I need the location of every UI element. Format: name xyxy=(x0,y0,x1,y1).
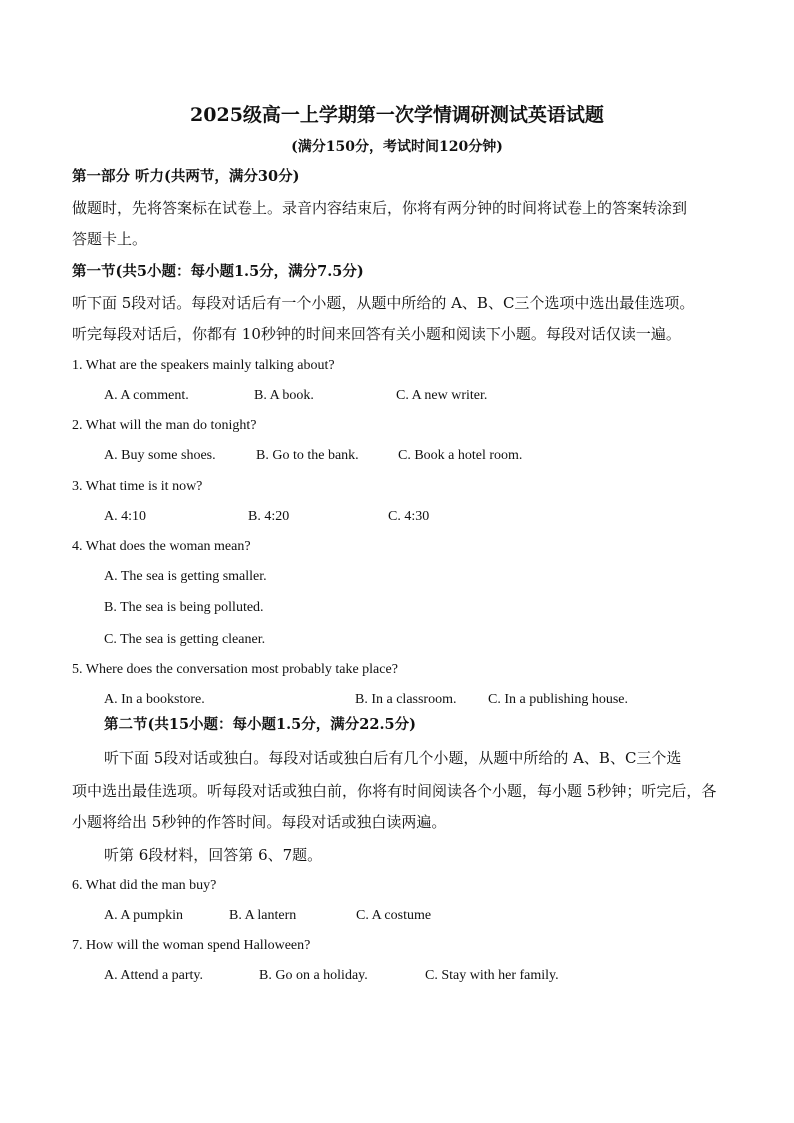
question-2-option-b: B. Go to the bank. xyxy=(256,448,359,463)
question-5-option-b: B. In a classroom. xyxy=(355,692,457,707)
question-5-option-c: C. In a publishing house. xyxy=(488,692,628,707)
question-5-option-a: A. In a bookstore. xyxy=(104,692,205,707)
question-3-option-a: A. 4:10 xyxy=(104,509,146,524)
question-7-option-b: B. Go on a holiday. xyxy=(259,968,368,983)
section1-heading: 第一节(共5小题：每小题1.5分，满分7.5分) xyxy=(72,263,364,280)
question-6-option-c: C. A costume xyxy=(356,908,432,923)
section1-instruction-line-2: 听完每段对话后，你都有 10秒钟的时间来回答有关小题和阅读下小题。每段对话仅读一遍。 xyxy=(72,325,681,343)
part1-intro-line-1: 做题时，先将答案标在试卷上。录音内容结束后，你将有两分钟的时间将试卷上的答案转涂到 xyxy=(72,199,688,217)
page-title: 2025级高一上学期第一次学情调研测试英语试题 xyxy=(190,104,604,126)
question-3-option-b: B. 4:20 xyxy=(248,509,290,524)
section1-instruction-line-1: 听下面 5段对话。每段对话后有一个小题，从题中所给的 A、B、C三个选项中选出最佳选项。 xyxy=(72,294,695,312)
question-4-option-c: C. The sea is getting cleaner. xyxy=(104,632,266,647)
question-1-option-c: C. A new writer. xyxy=(396,388,488,403)
section2-instruction-line-3: 小题将给出 5秒钟的作答时间。每段对话或独白读两遍。 xyxy=(72,813,447,831)
question-6-option-b: B. A lantern xyxy=(229,908,297,923)
question-1-option-b: B. A book. xyxy=(254,388,314,403)
question-4-option-b: B. The sea is being polluted. xyxy=(104,600,264,615)
question-1-option-a: A. A comment. xyxy=(104,388,189,403)
question-1: 1. What are the speakers mainly talking about? xyxy=(72,358,335,373)
page-subtitle: (满分150分，考试时间120分钟) xyxy=(291,139,503,155)
question-4: 4. What does the woman mean? xyxy=(72,539,251,554)
question-3: 3. What time is it now? xyxy=(72,479,203,494)
question-7: 7. How will the woman spend Halloween? xyxy=(72,938,311,953)
question-7-option-c: C. Stay with her family. xyxy=(425,968,559,983)
question-2: 2. What will the man do tonight? xyxy=(72,418,257,433)
question-2-option-c: C. Book a hotel room. xyxy=(398,448,523,463)
part1-heading: 第一部分 听力(共两节，满分30分) xyxy=(72,168,300,185)
material-note: 听第 6段材料，回答第 6、7题。 xyxy=(104,846,323,864)
question-6: 6. What did the man buy? xyxy=(72,878,217,893)
question-3-option-c: C. 4:30 xyxy=(388,509,430,524)
part1-intro-line-2: 答题卡上。 xyxy=(72,230,148,248)
question-6-option-a: A. A pumpkin xyxy=(104,908,183,923)
section2-heading: 第二节(共15小题：每小题1.5分，满分22.5分) xyxy=(104,716,416,733)
question-4-option-a: A. The sea is getting smaller. xyxy=(104,569,267,584)
question-7-option-a: A. Attend a party. xyxy=(104,968,204,983)
section2-instruction-line-2: 项中选出最佳选项。听每段对话或独白前，你将有时间阅读各个小题，每小题 5秒钟；听完后，各 xyxy=(72,782,717,800)
question-5: 5. Where does the conversation most probably take place? xyxy=(72,662,398,677)
section2-instruction-line-1: 听下面 5段对话或独白。每段对话或独白后有几个小题，从题中所给的 A、B、C三个选 xyxy=(104,749,682,767)
question-2-option-a: A. Buy some shoes. xyxy=(104,448,216,463)
